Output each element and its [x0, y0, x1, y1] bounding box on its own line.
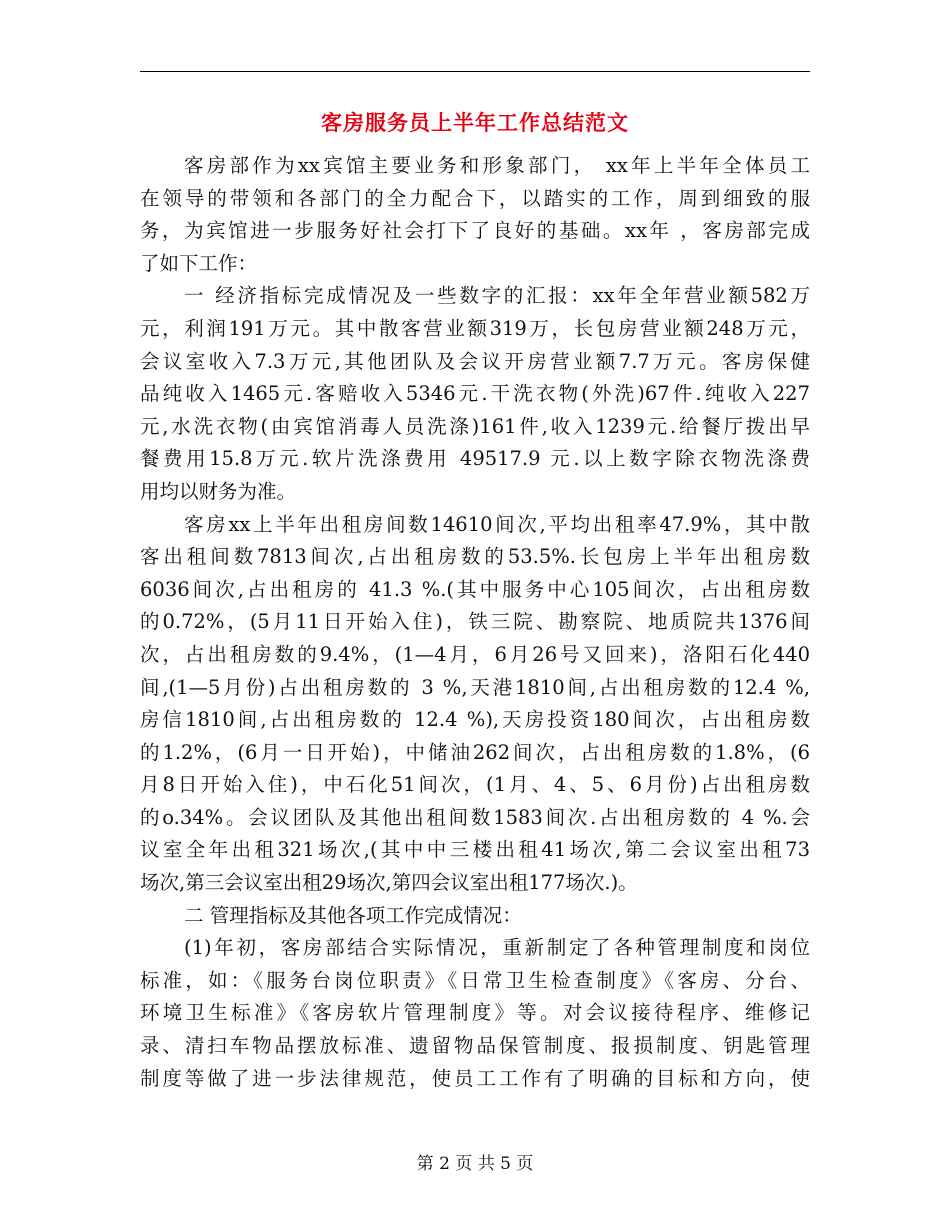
document-title: 客房服务员上半年工作总结范文: [321, 111, 629, 135]
body-line: 务，为宾馆进一步服务好社会打下了良好的基础。xx年 ，客房部完成: [140, 219, 810, 243]
body-line: 客房xx上半年出租房间数14610间次,平均出租率47.9%，其中散: [184, 512, 810, 536]
body-line: 次，占出租房数的9.4%，(1—4月，6月26号又回来)，洛阳石化440: [140, 642, 810, 666]
body-line: 用均以财务为准。: [140, 479, 297, 503]
body-line: 的0.72%，(5月11日开始入住)，铁三院、勘察院、地质院共1376间: [140, 610, 810, 634]
body-line: 议室全年出租321场次,(其中中三楼出租41场次,第二会议室出租73: [140, 838, 810, 862]
body-line: 6036间次,占出租房的 41.3 %.(其中服务中心105间次，占出租房数: [140, 577, 810, 601]
body-line: 一 经济指标完成情况及一些数字的汇报：xx年全年营业额582万: [184, 284, 810, 308]
body-line: 餐费用15.8万元.软片洗涤费用 49517.9 元.以上数字除衣物洗涤费: [140, 447, 810, 471]
body-line: 月8日开始入住)，中石化51间次，(1月、4、5、6月份)占出租房数: [140, 773, 810, 797]
header-rule: [140, 71, 810, 72]
body-line: 标准，如：《服务台岗位职责》《日常卫生检查制度》《客房、分台、: [140, 968, 810, 992]
body-line: 的o.34%。会议团队及其他出租间数1583间次.占出租房数的 4 %.会: [140, 805, 810, 829]
body-line: 会议室收入7.3万元,其他团队及会议开房营业额7.7万元。客房保健: [140, 349, 810, 373]
body-line: 二 管理指标及其他各项工作完成情况：: [184, 903, 522, 927]
body-line: 的1.2%，(6月一日开始)，中储油262间次，占出租房数的1.8%，(6: [140, 740, 810, 764]
body-line: 房信1810间,占出租房数的 12.4 %),天房投资180间次，占出租房数: [140, 708, 810, 732]
document-body: [140, 150, 810, 1095]
body-line: 客出租间数7813间次,占出租房数的53.5%.长包房上半年出租房数: [140, 545, 810, 569]
body-line: 环境卫生标准》《客房软片管理制度》等。对会议接待程序、维修记: [140, 1001, 810, 1025]
body-line: 场次,第三会议室出租29场次,第四会议室出租177场次.)。: [140, 871, 638, 895]
body-line: 元,水洗衣物(由宾馆消毒人员洗涤)161件,收入1239元.给餐厅拨出早: [140, 414, 810, 438]
body-line: 间,(1—5月份)占出租房数的 3 %,天港1810间,占出租房数的12.4 %,: [140, 675, 810, 699]
body-line: (1)年初，客房部结合实际情况，重新制定了各种管理制度和岗位: [184, 936, 810, 960]
body-line: 录、清扫车物品摆放标准、遗留物品保管制度、报损制度、钥匙管理: [140, 1034, 810, 1058]
body-line: 元，利润191万元。其中散客营业额319万，长包房营业额248万元，: [140, 316, 810, 340]
body-line: 了如下工作：: [140, 251, 258, 275]
body-line: 客房部作为xx宾馆主要业务和形象部门， xx年上半年全体员工: [184, 154, 810, 177]
body-line: 制度等做了进一步法律规范，使员工工作有了明确的目标和方向，使: [140, 1066, 810, 1090]
page-footer: 第 2 页 共 5 页: [416, 1154, 534, 1174]
body-line: 品纯收入1465元.客赔收入5346元.干洗衣物(外洗)67件.纯收入227: [140, 382, 810, 406]
body-line: 在领导的带领和各部门的全力配合下，以踏实的工作，周到细致的服: [140, 186, 810, 210]
